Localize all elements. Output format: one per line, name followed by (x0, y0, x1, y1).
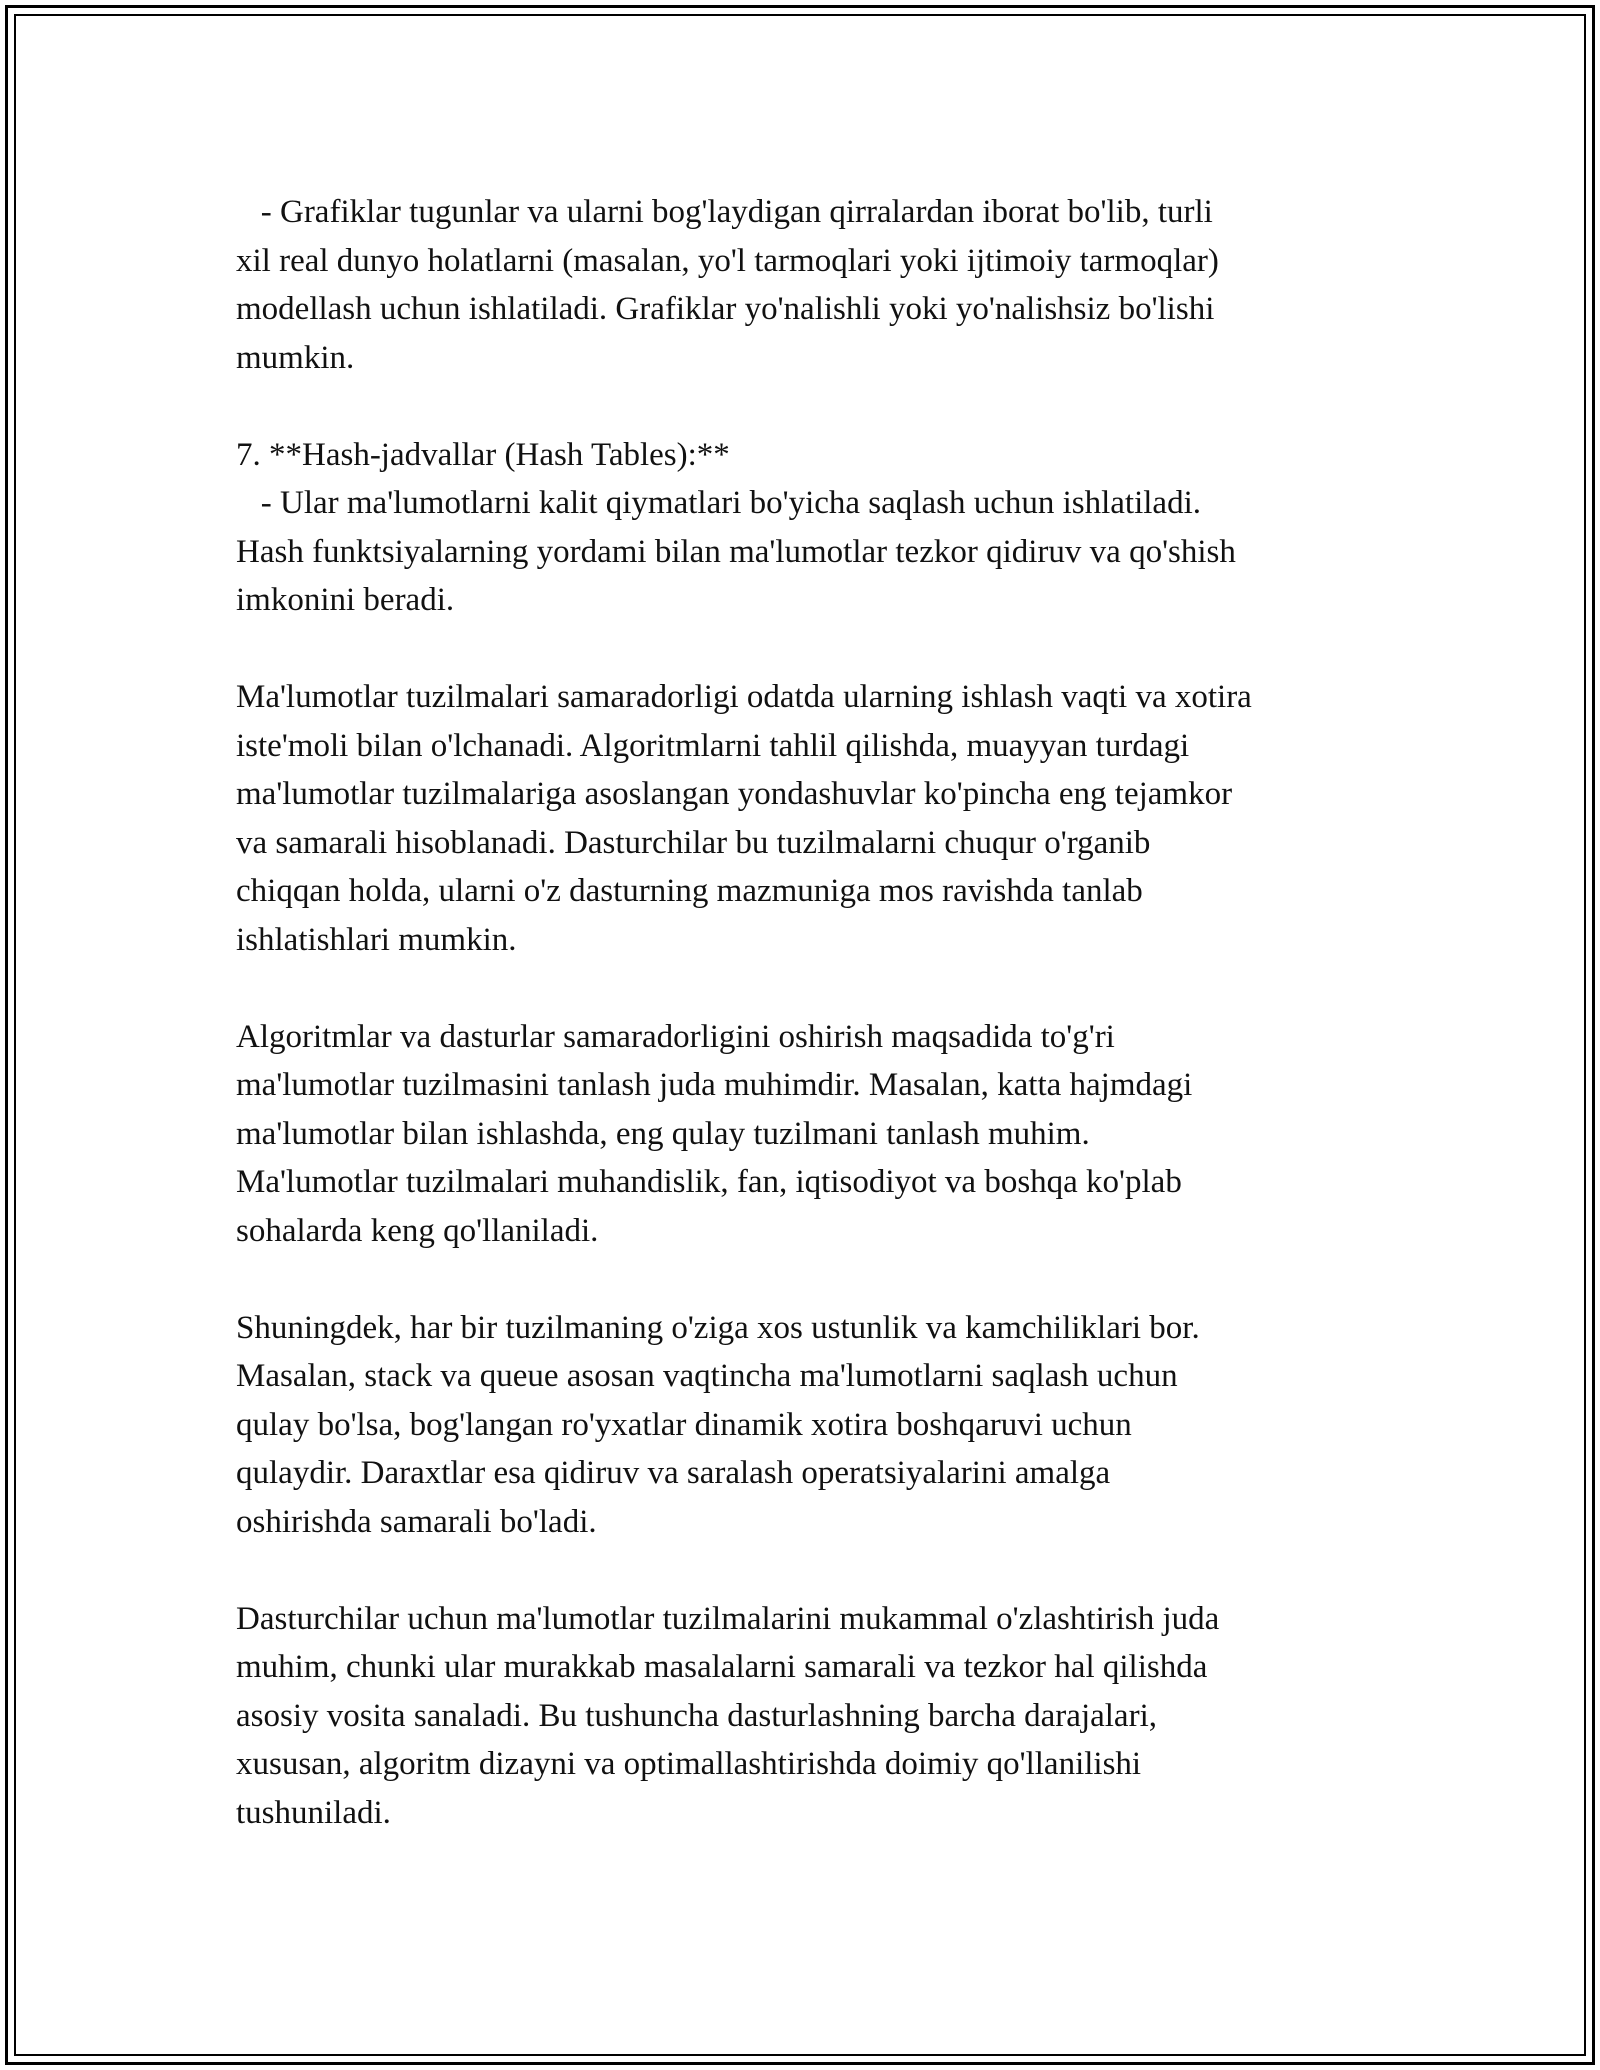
text-line: sohalarda keng qo'llaniladi. (236, 1212, 599, 1249)
selection-paragraph (236, 1013, 1376, 1256)
text-line: xil real dunyo holatlarni (masalan, yo'l tarmoqlari yoki ijtimoiy tarmoqlar) (236, 242, 1219, 279)
text-line: va samarali hisoblanadi. Dasturchilar bu tuzilmalarni chuqur o'rganib (236, 824, 1151, 861)
text-line: mumkin. (236, 339, 355, 376)
conclusion-paragraph (236, 1595, 1376, 1838)
text-line: oshirishda samarali bo'ladi. (236, 1503, 597, 1540)
text-line: ma'lumotlar tuzilmasini tanlash juda muhimdir. Masalan, katta hajmdagi (236, 1067, 1193, 1103)
paragraph-spacer (236, 964, 1376, 1013)
text-line: - Ular ma'lumotlarni kalit qiymatlari bo'yicha saqlash uchun ishlatiladi. (236, 485, 1201, 521)
graphs-description (236, 188, 1376, 382)
text-line: qulaydir. Daraxtlar esa qidiruv va saralash operatsiyalarini amalga (236, 1455, 1111, 1491)
text-line: - Grafiklar tugunlar va ularni bog'laydigan qirralardan iborat bo'lib, turli (236, 194, 1213, 230)
text-line: chiqqan holda, ularni o'z dasturning mazmuniga mos ravishda tanlab (236, 873, 1143, 909)
text-line: Ma'lumotlar tuzilmalari samaradorligi odatda ularning ishlash vaqti va xotira (236, 679, 1252, 715)
text-line: ma'lumotlar tuzilmalariga asoslangan yondashuvlar ko'pincha eng tejamkor (236, 776, 1233, 812)
hash-tables-section (236, 431, 1376, 625)
text-line: Hash funktsiyalarning yordami bilan ma'lumotlar tezkor qidiruv va qo'shish (236, 533, 1236, 570)
text-line: muhim, chunki ular murakkab masalalarni samarali va tezkor hal qilishda (236, 1649, 1208, 1685)
text-line: Ma'lumotlar tuzilmalari muhandislik, fan, iqtisodiyot va boshqa ko'plab (236, 1164, 1182, 1200)
paragraph-spacer (236, 625, 1376, 674)
tradeoffs-paragraph (236, 1304, 1376, 1547)
paragraph-spacer (236, 382, 1376, 431)
paragraph-spacer (236, 1255, 1376, 1304)
text-line: asosiy vosita sanaladi. Bu tushuncha dasturlashning barcha darajalari, (236, 1697, 1157, 1734)
text-line: qulay bo'lsa, bog'langan ro'yxatlar dinamik xotira boshqaruvi uchun (236, 1406, 1132, 1443)
text-line: tushuniladi. (236, 1794, 391, 1831)
text-line: ishlatishlari mumkin. (236, 921, 517, 958)
document-body (236, 188, 1376, 1837)
text-line: xususan, algoritm dizayni va optimallashtirishda doimiy qo'llanilishi (236, 1746, 1142, 1782)
text-line: Dasturchilar uchun ma'lumotlar tuzilmalarini mukammal o'zlashtirish juda (236, 1600, 1220, 1637)
text-line: Algoritmlar va dasturlar samaradorligini oshirish maqsadida to'g'ri (236, 1018, 1115, 1055)
text-line: iste'moli bilan o'lchanadi. Algoritmlarni tahlil qilishda, muayyan turdagi (236, 727, 1190, 764)
text-line: Masalan, stack va queue asosan vaqtincha ma'lumotlarni saqlash uchun (236, 1358, 1178, 1394)
section-heading: 7. **Hash-jadvallar (Hash Tables):** (236, 436, 730, 473)
paragraph-spacer (236, 1546, 1376, 1595)
text-line: imkonini beradi. (236, 582, 455, 618)
text-line: modellash uchun ishlatiladi. Grafiklar yo'nalishli yoki yo'nalishsiz bo'lishi (236, 291, 1215, 327)
text-line: ma'lumotlar bilan ishlashda, eng qulay tuzilmani tanlash muhim. (236, 1115, 1090, 1152)
text-line: Shuningdek, har bir tuzilmaning o'ziga xos ustunlik va kamchiliklari bor. (236, 1309, 1200, 1346)
efficiency-paragraph (236, 673, 1376, 964)
